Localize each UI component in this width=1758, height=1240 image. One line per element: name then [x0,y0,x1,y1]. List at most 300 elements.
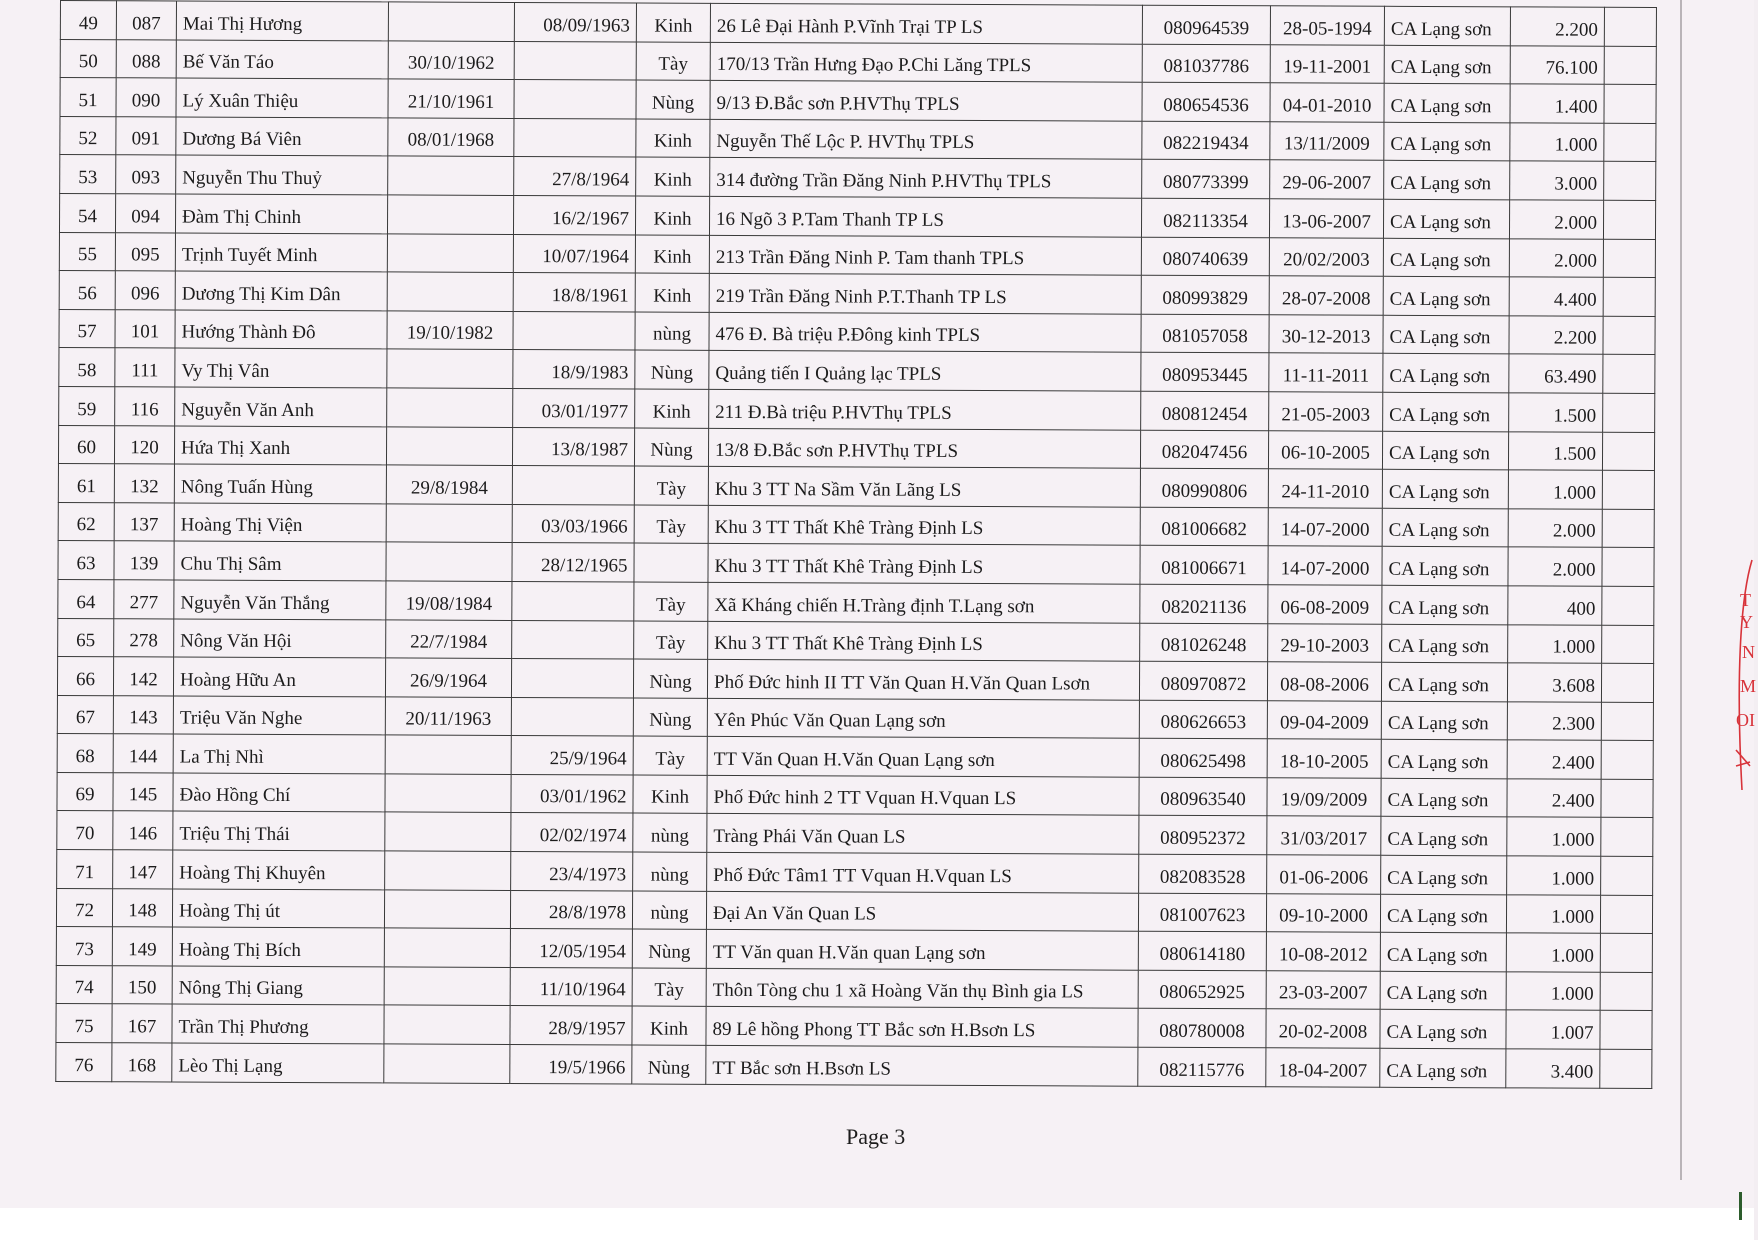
ethnicity-cell: Nùng [633,698,707,737]
id-issue-date-cell: 18-10-2005 [1267,739,1381,778]
row-number-cell: 64 [58,579,114,618]
full-name-cell: Hoàng Thị Khuyên [173,850,385,890]
row-number-cell: 76 [56,1043,112,1082]
share-amount-cell: 76.100 [1510,45,1604,84]
full-name-cell: Vy Thị Vân [175,348,387,388]
id-issue-date-cell: 19-11-2001 [1270,44,1384,83]
full-name-cell: Đàm Thị Chinh [175,194,387,234]
id-issue-date-cell: 13-06-2007 [1269,199,1383,238]
row-number-cell: 62 [58,502,114,541]
share-amount-cell: 2.200 [1510,7,1604,46]
row-number-cell: 56 [59,271,115,310]
address-cell: Thôn Tòng chu 1 xã Hoàng Văn thụ Bình gia LS [706,968,1138,1008]
shareholder-code-cell: 116 [115,387,175,426]
id-issue-date-cell: 13/11/2009 [1270,122,1384,161]
blank-cell [1602,509,1654,548]
full-name-cell: Hoàng Thị Bích [172,927,384,967]
birth-date-female-cell: 03/01/1977 [513,388,635,427]
blank-cell [1603,200,1655,239]
birth-date-male-cell [386,542,512,581]
id-card-number-cell: 081006671 [1140,546,1268,585]
shareholder-table [55,0,1657,1089]
ethnicity-cell: Tày [632,968,706,1007]
scan-border [0,1208,1754,1240]
ethnicity-cell: nùng [633,813,707,852]
address-cell: Khu 3 TT Thất Khê Tràng Định LS [708,621,1140,661]
full-name-cell: Lý Xuân Thiệu [176,78,388,118]
birth-date-female-cell: 18/8/1961 [513,273,635,312]
blank-cell [1604,84,1656,123]
birth-date-female-cell: 23/4/1973 [511,852,633,891]
share-amount-cell: 1.000 [1507,817,1601,856]
row-number-cell: 49 [60,1,116,40]
birth-date-male-cell [385,735,511,774]
address-cell: Tràng Phái Văn Quan LS [707,814,1139,854]
shareholder-code-cell: 093 [116,155,176,194]
id-card-number-cell: 082083528 [1139,854,1267,893]
id-card-number-cell: 080614180 [1138,931,1266,970]
blank-cell [1601,818,1653,857]
id-issue-date-cell: 01-06-2006 [1267,855,1381,894]
birth-date-male-cell [384,1005,510,1044]
full-name-cell: Bế Văn Táo [176,40,388,80]
shareholder-code-cell: 142 [113,657,173,696]
address-cell: 89 Lê hồng Phong TT Bắc sơn H.Bsơn LS [706,1007,1138,1047]
share-amount-cell: 1.000 [1506,933,1600,972]
id-issue-place-cell: CA Lạng sơn [1384,122,1510,161]
id-issue-date-cell: 28-07-2008 [1269,276,1383,315]
id-issue-place-cell: CA Lạng sơn [1381,701,1507,740]
share-amount-cell: 400 [1508,586,1602,625]
birth-date-female-cell: 19/5/1966 [510,1045,632,1084]
ethnicity-cell: Tày [633,736,707,775]
row-number-cell: 65 [58,618,114,657]
id-card-number-cell: 080812454 [1141,391,1269,430]
birth-date-female-cell [512,581,634,620]
full-name-cell: Chu Thị Sâm [174,541,386,581]
shareholder-code-cell: 144 [113,734,173,773]
row-number-cell: 68 [57,734,113,773]
shareholder-code-cell: 094 [115,194,175,233]
birth-date-female-cell: 18/9/1983 [513,350,635,389]
id-issue-place-cell: CA Lạng sơn [1381,740,1507,779]
id-card-number-cell: 080626653 [1139,700,1267,739]
share-amount-cell: 2.000 [1509,238,1603,277]
shareholder-code-cell: 149 [112,927,172,966]
full-name-cell: Nông Tuấn Hùng [174,464,386,504]
shareholder-code-cell: 137 [114,502,174,541]
id-card-number-cell: 080993829 [1141,275,1269,314]
address-cell: Yên Phúc Văn Quan Lạng sơn [707,698,1139,738]
id-card-number-cell: 082115776 [1138,1047,1266,1086]
id-issue-place-cell: CA Lạng sơn [1383,199,1509,238]
address-cell: Nguyễn Thế Lộc P. HVThụ TPLS [710,119,1142,159]
row-number-cell: 70 [57,811,113,850]
birth-date-female-cell: 16/2/1967 [513,195,635,234]
birth-date-male-cell: 26/9/1964 [385,658,511,697]
id-issue-place-cell: CA Lạng sơn [1382,585,1508,624]
blank-cell [1602,470,1654,509]
address-cell: Phố Đức hinh II TT Văn Quan H.Văn Quan Lsơn [707,659,1139,699]
share-amount-cell: 1.000 [1508,624,1602,663]
share-amount-cell: 1.007 [1506,1010,1600,1049]
ethnicity-cell: Nùng [633,659,707,698]
id-card-number-cell: 081037786 [1142,44,1270,83]
shareholder-code-cell: 278 [114,618,174,657]
blank-cell [1602,625,1654,664]
row-number-cell: 67 [57,695,113,734]
row-number-cell: 54 [59,193,115,232]
ethnicity-cell: Tày [634,621,708,660]
id-issue-date-cell: 24-11-2010 [1268,469,1382,508]
birth-date-male-cell: 22/7/1984 [386,619,512,658]
blank-cell [1601,779,1653,818]
address-cell: 219 Trần Đăng Ninh P.T.Thanh TP LS [709,273,1141,313]
blank-cell [1600,972,1652,1011]
id-issue-date-cell: 20-02-2008 [1266,1009,1380,1048]
blank-cell [1602,548,1654,587]
blank-cell [1604,162,1656,201]
red-seal-stamp [1718,560,1758,790]
birth-date-female-cell [511,697,633,736]
stamp-letter-y: Y [1740,612,1753,632]
share-amount-cell: 1.000 [1510,123,1604,162]
row-number-cell: 71 [57,850,113,889]
birth-date-male-cell [387,233,513,272]
full-name-cell: Lèo Thị Lạng [172,1043,384,1083]
id-issue-place-cell: CA Lạng sơn [1383,392,1509,431]
shareholder-code-cell: 145 [113,773,173,812]
ethnicity-cell: Nùng [632,1045,706,1084]
share-amount-cell: 2.000 [1509,200,1603,239]
birth-date-male-cell [385,812,511,851]
birth-date-male-cell: 19/10/1982 [387,311,513,350]
ethnicity-cell [634,543,708,582]
full-name-cell: Hứa Thị Xanh [174,426,386,466]
id-issue-place-cell: CA Lạng sơn [1380,1048,1506,1087]
birth-date-male-cell [385,774,511,813]
full-name-cell: Trịnh Tuyết Minh [175,233,387,273]
share-amount-cell: 2.300 [1507,702,1601,741]
birth-date-female-cell: 28/8/1978 [510,890,632,929]
shareholder-code-cell: 167 [112,1004,172,1043]
share-amount-cell: 2.000 [1508,509,1602,548]
birth-date-female-cell: 28/9/1957 [510,1006,632,1045]
birth-date-female-cell [512,466,634,505]
id-issue-place-cell: CA Lạng sơn [1381,855,1507,894]
id-card-number-cell: 080952372 [1139,816,1267,855]
share-amount-cell: 2.400 [1507,740,1601,779]
id-issue-date-cell: 06-08-2009 [1268,585,1382,624]
ethnicity-cell: nùng [635,312,709,351]
shareholder-code-cell: 168 [112,1043,172,1082]
row-number-cell: 57 [59,309,115,348]
full-name-cell: Dương Thị Kim Dân [175,271,387,311]
id-card-number-cell: 081007623 [1138,893,1266,932]
ethnicity-cell: Tày [636,42,710,81]
id-issue-place-cell: CA Lạng sơn [1380,933,1506,972]
share-amount-cell: 2.200 [1509,316,1603,355]
stamp-letters-oi: OI [1736,710,1755,730]
birth-date-male-cell [386,504,512,543]
id-issue-date-cell: 14-07-2000 [1268,507,1382,546]
blank-cell [1601,741,1653,780]
full-name-cell: Nông Văn Hội [174,619,386,659]
birth-date-male-cell: 30/10/1962 [388,41,514,80]
share-amount-cell: 1.400 [1510,84,1604,123]
shareholder-code-cell: 095 [115,232,175,271]
id-issue-place-cell: CA Lạng sơn [1381,778,1507,817]
stamp-letter-m: M [1740,676,1757,696]
id-card-number-cell: 080953445 [1141,353,1269,392]
birth-date-female-cell: 03/03/1966 [512,504,634,543]
share-amount-cell: 1.000 [1506,894,1600,933]
address-cell: 314 đường Trần Đăng Ninh P.HVThụ TPLS [710,158,1142,198]
birth-date-female-cell [514,80,636,119]
shareholder-code-cell: 132 [114,464,174,503]
address-cell: TT Văn quan H.Văn quan Lạng sơn [706,930,1138,970]
id-issue-date-cell: 28-05-1994 [1270,6,1384,45]
address-cell: 170/13 Trần Hưng Đạo P.Chi Lăng TPLS [710,42,1142,82]
birth-date-male-cell [388,2,514,41]
row-number-cell: 52 [60,116,116,155]
id-card-number-cell: 081057058 [1141,314,1269,353]
ethnicity-cell: Nùng [632,929,706,968]
id-issue-place-cell: CA Lạng sơn [1382,624,1508,663]
birth-date-female-cell [511,659,633,698]
birth-date-female-cell: 11/10/1964 [510,967,632,1006]
row-number-cell: 61 [58,464,114,503]
id-issue-date-cell: 08-08-2006 [1267,662,1381,701]
birth-date-male-cell: 29/8/1984 [386,465,512,504]
row-number-cell: 69 [57,772,113,811]
margin-rule [1680,0,1682,1180]
birth-date-male-cell [387,195,513,234]
shareholder-code-cell: 096 [115,271,175,310]
share-amount-cell: 3.608 [1507,663,1601,702]
full-name-cell: Trần Thị Phương [172,1004,384,1044]
address-cell: 26 Lê Đại Hành P.Vĩnh Trại TP LS [710,3,1142,43]
blank-cell [1603,316,1655,355]
ethnicity-cell: Tày [634,466,708,505]
address-cell: Khu 3 TT Thất Khê Tràng Định LS [708,544,1140,584]
blank-cell [1604,46,1656,85]
full-name-cell: Dương Bá Viên [176,117,388,157]
address-cell: Đại An Văn Quan LS [706,891,1138,931]
id-issue-place-cell: CA Lạng sơn [1381,662,1507,701]
full-name-cell: Nông Thị Giang [172,966,384,1006]
address-cell: Khu 3 TT Thất Khê Tràng Định LS [708,505,1140,545]
shareholder-code-cell: 139 [114,541,174,580]
address-cell: Phố Đức hinh 2 TT Vquan H.Vquan LS [707,775,1139,815]
shareholder-code-cell: 150 [112,966,172,1005]
birth-date-female-cell: 10/07/1964 [513,234,635,273]
birth-date-female-cell: 28/12/1965 [512,543,634,582]
id-issue-place-cell: CA Lạng sơn [1383,238,1509,277]
row-number-cell: 75 [56,1004,112,1043]
birth-date-male-cell [387,388,513,427]
blank-cell [1600,1011,1652,1050]
id-card-number-cell: 080964539 [1142,5,1270,44]
birth-date-male-cell: 19/08/1984 [386,581,512,620]
row-number-cell: 58 [59,348,115,387]
address-cell: Xã Kháng chiến H.Tràng định T.Lạng sơn [708,582,1140,622]
birth-date-male-cell [385,851,511,890]
id-issue-place-cell: CA Lạng sơn [1382,431,1508,470]
blank-cell [1601,856,1653,895]
address-cell: Quảng tiến I Quảng lạc TPLS [709,351,1141,391]
ethnicity-cell: Kinh [633,775,707,814]
id-issue-date-cell: 06-10-2005 [1268,430,1382,469]
shareholder-code-cell: 143 [113,695,173,734]
id-card-number-cell: 080773399 [1142,160,1270,199]
id-issue-date-cell: 23-03-2007 [1266,971,1380,1010]
id-card-number-cell: 080740639 [1141,237,1269,276]
birth-date-male-cell: 20/11/1963 [385,697,511,736]
share-amount-cell: 3.400 [1506,1049,1600,1088]
shareholder-code-cell: 101 [115,309,175,348]
birth-date-male-cell [384,1044,510,1083]
id-card-number-cell: 082219434 [1142,121,1270,160]
id-issue-date-cell: 09-10-2000 [1266,893,1380,932]
row-number-cell: 72 [56,888,112,927]
blank-cell [1603,355,1655,394]
ethnicity-cell: Tày [634,582,708,621]
address-cell: Khu 3 TT Na Sầm Văn Lãng LS [708,466,1140,506]
table-row [56,1043,1652,1089]
ethnicity-cell: Kinh [635,196,709,235]
birth-date-female-cell: 27/8/1964 [514,157,636,196]
shareholder-code-cell: 146 [113,811,173,850]
birth-date-female-cell [512,620,634,659]
id-issue-place-cell: CA Lạng sơn [1383,315,1509,354]
address-cell: 9/13 Đ.Bắc sơn P.HVThụ TPLS [710,81,1142,121]
id-card-number-cell: 080963540 [1139,777,1267,816]
birth-date-female-cell: 12/05/1954 [510,929,632,968]
share-amount-cell: 2.000 [1508,547,1602,586]
id-card-number-cell: 080970872 [1139,661,1267,700]
address-cell: Phố Đức Tâm1 TT Vquan H.Vquan LS [707,852,1139,892]
full-name-cell: Hoàng Thị út [172,889,384,929]
blank-cell [1601,702,1653,741]
ethnicity-cell: Kinh [636,3,710,42]
id-card-number-cell: 080654536 [1142,82,1270,121]
id-issue-place-cell: CA Lạng sơn [1383,354,1509,393]
blank-cell [1602,432,1654,471]
id-issue-place-cell: CA Lạng sơn [1381,817,1507,856]
ethnicity-cell: Nùng [635,350,709,389]
row-number-cell: 50 [60,39,116,78]
id-issue-date-cell: 30-12-2013 [1269,315,1383,354]
stamp-letter-n: N [1742,642,1755,662]
id-issue-date-cell: 18-04-2007 [1266,1048,1380,1087]
share-amount-cell: 4.400 [1509,277,1603,316]
id-issue-date-cell: 21-05-2003 [1269,392,1383,431]
ethnicity-cell: nùng [632,891,706,930]
row-number-cell: 60 [58,425,114,464]
ethnicity-cell: Kinh [635,389,709,428]
birth-date-male-cell [387,272,513,311]
birth-date-male-cell [388,156,514,195]
row-number-cell: 74 [56,965,112,1004]
id-issue-date-cell: 04-01-2010 [1270,83,1384,122]
id-card-number-cell: 080780008 [1138,1009,1266,1048]
id-card-number-cell: 080652925 [1138,970,1266,1009]
address-cell: TT Văn Quan H.Văn Quan Lạng sơn [707,737,1139,777]
blank-cell [1602,586,1654,625]
blank-cell [1601,663,1653,702]
birth-date-female-cell [514,118,636,157]
address-cell: 211 Đ.Bà triệu P.HVThụ TPLS [709,389,1141,429]
id-card-number-cell: 082021136 [1140,584,1268,623]
id-issue-place-cell: CA Lạng sơn [1380,894,1506,933]
id-issue-date-cell: 20/02/2003 [1269,237,1383,276]
blank-cell [1600,895,1652,934]
row-number-cell: 66 [57,657,113,696]
full-name-cell: Triệu Văn Nghe [173,696,385,736]
birth-date-female-cell: 02/02/1974 [511,813,633,852]
birth-date-female-cell [513,311,635,350]
full-name-cell: Hướng Thành Đô [175,310,387,350]
birth-date-female-cell: 25/9/1964 [511,736,633,775]
row-number-cell: 55 [59,232,115,271]
id-issue-place-cell: CA Lạng sơn [1380,971,1506,1010]
id-issue-date-cell: 11-11-2011 [1269,353,1383,392]
id-card-number-cell: 082047456 [1140,430,1268,469]
blank-cell [1603,239,1655,278]
id-issue-date-cell: 19/09/2009 [1267,778,1381,817]
ethnicity-cell: Kinh [636,119,710,158]
shareholder-code-cell: 147 [113,850,173,889]
id-issue-date-cell: 29-10-2003 [1268,623,1382,662]
birth-date-male-cell: 21/10/1961 [388,79,514,118]
id-issue-place-cell: CA Lạng sơn [1382,469,1508,508]
shareholder-code-cell: 111 [115,348,175,387]
full-name-cell: La Thị Nhì [173,734,385,774]
share-amount-cell: 2.400 [1507,779,1601,818]
share-amount-cell: 3.000 [1510,161,1604,200]
id-card-number-cell: 080625498 [1139,738,1267,777]
address-cell: 476 Đ. Bà triệu P.Đông kinh TPLS [709,312,1141,352]
id-issue-date-cell: 14-07-2000 [1268,546,1382,585]
blank-cell [1604,123,1656,162]
birth-date-male-cell: 08/01/1968 [388,118,514,157]
birth-date-female-cell: 08/09/1963 [514,2,636,41]
id-card-number-cell: 081006682 [1140,507,1268,546]
table-body [56,1,1657,1089]
ethnicity-cell: Kinh [632,1006,706,1045]
full-name-cell: Hoàng Thị Viện [174,503,386,543]
id-issue-place-cell: CA Lạng sơn [1384,161,1510,200]
row-number-cell: 63 [58,541,114,580]
id-issue-place-cell: CA Lạng sơn [1382,508,1508,547]
full-name-cell: Hoàng Hữu An [173,657,385,697]
id-issue-place-cell: CA Lạng sơn [1384,83,1510,122]
share-amount-cell: 1.000 [1506,972,1600,1011]
ethnicity-cell: Kinh [636,157,710,196]
id-issue-date-cell: 31/03/2017 [1267,816,1381,855]
row-number-cell: 73 [56,927,112,966]
blank-cell [1603,393,1655,432]
share-amount-cell: 63.490 [1509,354,1603,393]
ethnicity-cell: nùng [633,852,707,891]
birth-date-male-cell [387,349,513,388]
address-cell: 13/8 Đ.Bắc sơn P.HVThụ TPLS [708,428,1140,468]
id-issue-place-cell: CA Lạng sơn [1384,45,1510,84]
id-issue-date-cell: 29-06-2007 [1270,160,1384,199]
birth-date-male-cell [386,426,512,465]
shareholder-code-cell: 090 [116,78,176,117]
